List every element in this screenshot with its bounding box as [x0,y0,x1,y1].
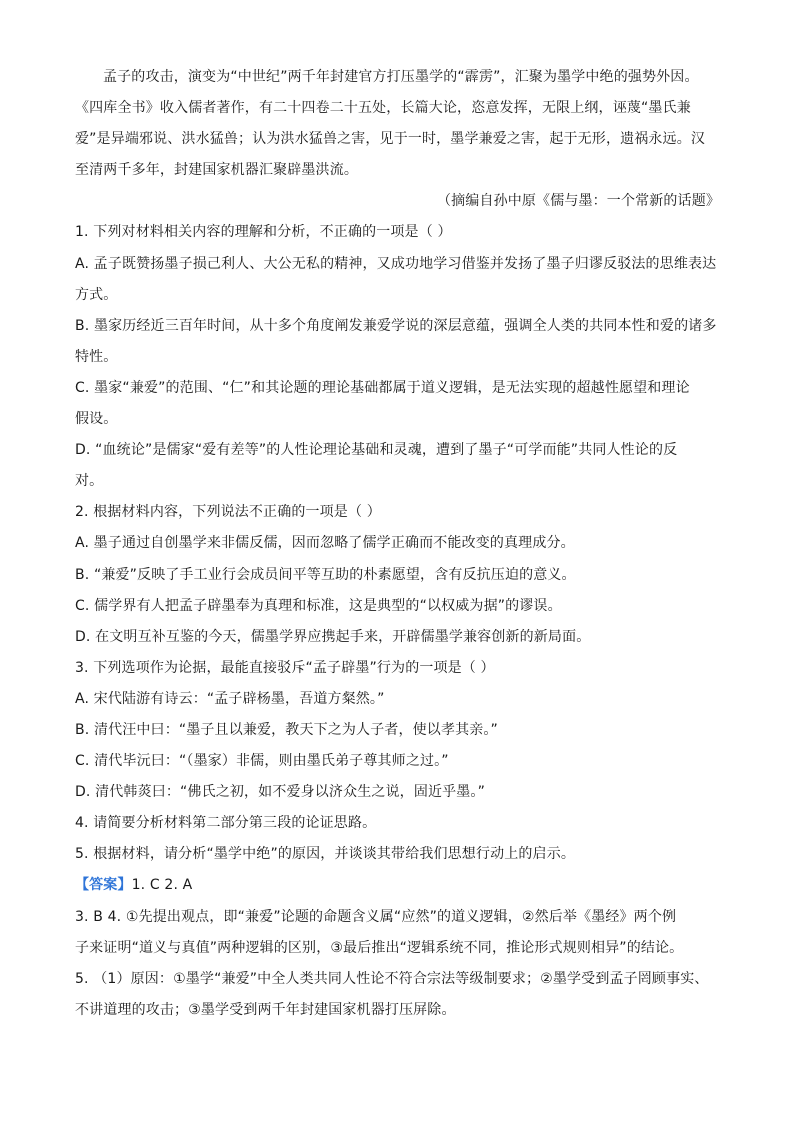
question-1-option-c-cont: 假设。 [75,411,118,428]
question-1-option-b-cont: 特性。 [75,348,118,365]
passage-source: （摘编自孙中原《儒与墨：一个常新的话题》 [437,193,720,210]
question-1-option-a-cont: 方式。 [75,286,118,303]
question-3-stem: 3. 下列选项作为论据，最能直接驳斥“孟子辟墨”行为的一项是（ ） [75,659,495,676]
question-3-option-b: B. 清代汪中曰：“墨子且以兼爱，教天下之为人子者，使以孝其亲。” [75,721,498,738]
answer-line [75,870,720,901]
question-2-stem: 2. 根据材料内容，下列说法不正确的一项是（ ） [75,504,381,521]
question-3-option-c: C. 清代毕沅曰：“（墨家）非儒，则由墨氏弟子尊其师之过。” [75,753,449,770]
question-5: 5. 根据材料，请分析“墨学中绝”的原因，并谈谈其带给我们思想行动上的启示。 [75,846,576,863]
question-1-option-b: B. 墨家历经近三百年时间，从十多个角度阐发兼爱学说的深层意蕴，强调全人类的共同本性和爱的诸多 [75,317,717,334]
question-4: 4. 请简要分析材料第二部分第三段的论证思路。 [75,815,377,832]
question-2-option-b: B. “兼爱”反映了手工业行会成员间平等互助的朴素愿望，含有反抗压迫的意义。 [75,566,576,583]
question-3-option-d: D. 清代韩菼曰：“佛氏之初，如不爱身以济众生之说，固近乎墨。” [75,784,485,801]
question-1-option-d: D. “血统论”是儒家“爱有差等”的人性论理论基础和灵魂，遭到了墨子“可学而能”共同人性论的反 [75,442,678,459]
question-3-option-a: A. 宋代陆游有诗云：“孟子辟杨墨，吾道方粲然。” [75,690,385,707]
document-page [75,62,720,1026]
passage-line: 孟子的攻击，演变为“中世纪”两千年封建官方打压墨学的“霹雳”，汇聚为墨学中绝的强势外因。 [103,69,699,85]
question-2-option-c: C. 儒学界有人把孟子辟墨奉为真理和标准，这是典型的“以权威为据”的谬误。 [75,597,562,614]
question-1-option-a: A. 孟子既赞扬墨子损己利人、大公无私的精神，又成功地学习借鉴并发扬了墨子归谬反驳法的思维表达 [75,255,717,272]
answer-line: 5. （1）原因：①墨学“兼爱”中全人类共同人性论不符合宗法等级制要求；②墨学受到孟子罔顾事实、 [75,970,709,987]
answer-tag: 【答案】 [75,877,132,894]
answer-text: 1. C 2. A [131,877,193,894]
question-2-option-a: A. 墨子通过自创墨学来非儒反儒，因而忽略了儒学正确而不能改变的真理成分。 [75,535,575,552]
question-2-option-d: D. 在文明互补互鉴的今天，儒墨学界应携起手来，开辟儒墨学兼容创新的新局面。 [75,628,591,645]
question-1-option-c: C. 墨家“兼爱”的范围、“仁”和其论题的理论基础都属于道义逻辑，是无法实现的超越性愿望和理论 [75,379,690,396]
question-1-stem: 1. 下列对材料相关内容的理解和分析，不正确的一项是（ ） [75,224,452,241]
passage-line: 爱”是异端邪说、洪水猛兽；认为洪水猛兽之害，见于一时，墨学兼爱之害，起于无形，遗祸永远。汉 [75,131,705,148]
passage-line: 至清两千多年，封建国家机器汇聚辟墨洪流。 [75,162,358,179]
answer-line: 子来证明“道义与真值”两种逻辑的区别，③最后推出“逻辑系统不同，推论形式规则相异”的结论。 [75,939,684,956]
passage-line: 《四库全书》收入儒者著作，有二十四卷二十五处，长篇大论，恣意发挥，无限上纲，诬蔑“墨氏兼 [75,100,691,117]
answer-line: 不讲道理的攻击；③墨学受到两千年封建国家机器打压屏除。 [75,1001,456,1018]
answer-line: 3. B 4. ①先提出观点，即“兼爱”论题的命题含义属“应然”的道义逻辑，②然后举《墨经》两个例 [75,908,677,925]
question-1-option-d-cont: 对。 [75,473,104,490]
